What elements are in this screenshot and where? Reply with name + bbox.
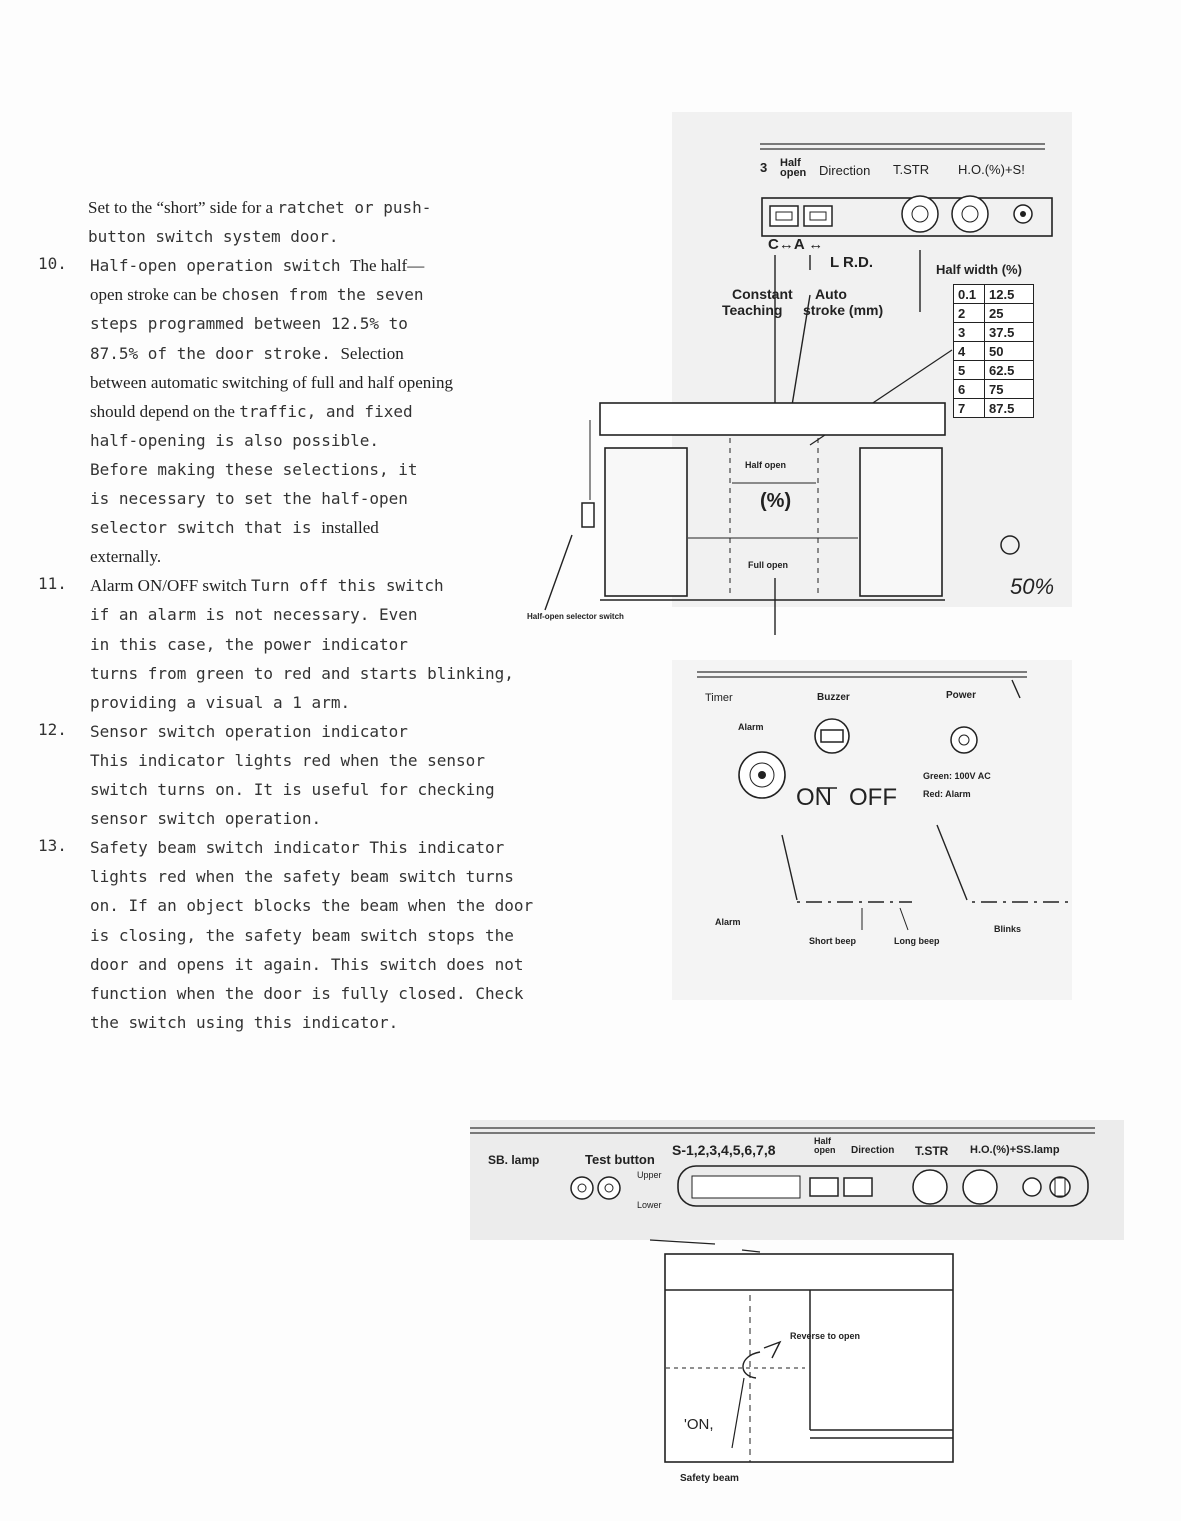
half-width-table xyxy=(953,284,1034,418)
fig-top-three: 3 xyxy=(760,160,768,175)
text-line xyxy=(90,979,523,1009)
text-line xyxy=(90,368,453,398)
text-span: if an alarm is not necessary. Even xyxy=(90,605,418,624)
on-label: ON xyxy=(796,784,832,811)
text-span: steps programmed between 12.5% to xyxy=(90,314,408,333)
fig-top-lrd: L R.D. xyxy=(830,254,874,271)
text-line xyxy=(90,339,404,369)
fig-top-auto: Auto xyxy=(815,286,847,302)
text-span: Selection xyxy=(340,344,404,363)
item-number: 11. xyxy=(38,574,67,593)
table-row xyxy=(954,399,1034,418)
text-span: between automatic switching of full and half opening xyxy=(90,373,454,392)
text-span: switch turns on. It is useful for checking xyxy=(90,780,495,799)
text-line xyxy=(90,426,379,456)
table-row xyxy=(954,361,1034,380)
half-width-value-cell: 25 xyxy=(985,304,1034,323)
text-line xyxy=(90,600,418,630)
text-span: on. If an object blocks the beam when the door xyxy=(90,896,534,915)
text-line xyxy=(90,484,408,514)
text-line xyxy=(90,891,533,921)
half-open-label: Half open xyxy=(745,460,787,470)
full-open-label: Full open xyxy=(748,560,788,570)
half-width-value-cell: 37.5 xyxy=(985,323,1034,342)
text-line xyxy=(90,804,321,834)
green-label: Green: 100V AC xyxy=(923,771,991,781)
fig-top-ho: H.O.(%)+S! xyxy=(958,162,1025,177)
text-line xyxy=(88,193,431,223)
text-span: traffic, and fixed xyxy=(239,402,413,421)
switch-position-cell: 3 xyxy=(954,323,985,342)
safety-beam-label: Safety beam xyxy=(680,1473,739,1484)
fig-top-direction: Direction xyxy=(819,163,871,178)
fig-top-half-open: Half open xyxy=(780,157,807,179)
switch-position-cell: 5 xyxy=(954,361,985,380)
text-line xyxy=(90,571,444,601)
fig-bottom-direction: Direction xyxy=(851,1145,895,1156)
switch-position-cell: 2 xyxy=(954,304,985,323)
text-line xyxy=(90,309,408,339)
switch-position-cell: 4 xyxy=(954,342,985,361)
text-line xyxy=(90,862,514,892)
text-span: Alarm ON/OFF switch xyxy=(90,576,252,595)
half-width-value-cell: 75 xyxy=(985,380,1034,399)
text-span: Turn off this switch xyxy=(251,576,444,595)
item-number: 10. xyxy=(38,254,67,273)
fig-top-arrows-label: C↔A ↔ xyxy=(768,236,824,253)
fig-bottom-half-open: Half open xyxy=(814,1136,836,1155)
red-label: Red: Alarm xyxy=(923,789,971,799)
text-span: Half-open operation switch xyxy=(90,256,351,275)
text-span: Set to the “short” side for a xyxy=(88,198,278,217)
sb-lamp-label: SB. lamp xyxy=(488,1153,540,1167)
fig-bottom-ho: H.O.(%)+SS.lamp xyxy=(970,1144,1060,1156)
text-line xyxy=(90,251,424,281)
text-span: is closing, the safety beam switch stops the xyxy=(90,926,514,945)
text-line xyxy=(88,222,338,252)
buzzer-label: Buzzer xyxy=(817,692,850,703)
text-line xyxy=(90,455,418,485)
text-span: selector switch that is xyxy=(90,518,322,537)
text-span: externally. xyxy=(90,547,162,566)
text-span: The half— xyxy=(350,256,425,275)
text-line xyxy=(90,1008,398,1038)
lower-label: Lower xyxy=(637,1200,662,1210)
switch-position-cell: 0.1 xyxy=(954,285,985,304)
switch-position-cell: 6 xyxy=(954,380,985,399)
power-label: Power xyxy=(946,690,977,701)
alarm-top-label: Alarm xyxy=(738,722,764,732)
half-width-value-cell: 50 xyxy=(985,342,1034,361)
dial-value-label: 50% xyxy=(1010,574,1055,599)
text-span: is necessary to set the half-open xyxy=(90,489,408,508)
on-marker-label: 'ON, xyxy=(684,1416,714,1433)
text-span: sensor switch operation. xyxy=(90,809,322,828)
text-line xyxy=(90,542,161,572)
alarm-diagram xyxy=(672,660,1072,1000)
half-width-value-cell: 87.5 xyxy=(985,399,1034,418)
fig-top-tstr: T.STR xyxy=(893,162,930,177)
text-span: should depend on the xyxy=(90,402,240,421)
half-width-value-cell: 12.5 xyxy=(985,285,1034,304)
text-line xyxy=(90,659,514,689)
item-number: 13. xyxy=(38,836,67,855)
text-line xyxy=(90,513,379,543)
text-span: open stroke can be xyxy=(90,285,222,304)
long-beep-label: Long beep xyxy=(894,936,940,946)
table-row xyxy=(954,342,1034,361)
table-row xyxy=(954,304,1034,323)
dip-switch-label: S-1,2,3,4,5,6,7,8 xyxy=(672,1142,776,1158)
upper-label: Upper xyxy=(637,1170,662,1180)
fig-top-teaching: Teaching xyxy=(722,302,783,318)
text-line xyxy=(90,775,495,805)
text-line xyxy=(90,280,424,310)
text-span: providing a visual a 1 arm. xyxy=(90,693,351,712)
text-span: lights red when the safety beam switch turns xyxy=(90,867,514,886)
fig-bottom-tstr: T.STR xyxy=(915,1144,949,1158)
text-line xyxy=(90,717,408,747)
text-span: Before making these selections, it xyxy=(90,460,418,479)
switch-panel-diagram xyxy=(470,1120,1124,1515)
text-span: turns from green to red and starts blinking, xyxy=(90,664,514,683)
alarm-bottom-label: Alarm xyxy=(715,917,741,927)
text-span: chosen from the seven xyxy=(221,285,424,304)
half-width-title: Half width (%) xyxy=(936,262,1022,277)
fig-top-constant: Constant xyxy=(732,286,793,302)
switch-position-cell: 7 xyxy=(954,399,985,418)
table-row xyxy=(954,323,1034,342)
table-row xyxy=(954,285,1034,304)
test-button-label: Test button xyxy=(585,1152,655,1167)
blinks-label: Blinks xyxy=(994,924,1022,934)
reverse-to-open-label: Reverse to open xyxy=(790,1331,861,1341)
text-span: Sensor switch operation indicator xyxy=(90,722,408,741)
text-line xyxy=(90,746,485,776)
text-line xyxy=(90,950,523,980)
text-span: function when the door is fully closed. Check xyxy=(90,984,524,1003)
text-span: half-opening is also possible. xyxy=(90,431,379,450)
short-beep-label: Short beep xyxy=(809,936,857,946)
table-row xyxy=(954,380,1034,399)
text-line xyxy=(90,921,514,951)
item-number: 12. xyxy=(38,720,67,739)
text-span: ratchet or push- xyxy=(277,198,432,217)
text-span: This indicator lights red when the sensor xyxy=(90,751,485,770)
text-line xyxy=(90,688,350,718)
fig-top-stroke: stroke (mm) xyxy=(803,302,884,318)
selector-switch-label: Half-open selector switch xyxy=(527,612,624,621)
percent-label: (%) xyxy=(760,490,792,512)
text-span: 87.5% of the door stroke. xyxy=(90,344,341,363)
text-span: the switch using this indicator. xyxy=(90,1013,399,1032)
text-span: button switch system door. xyxy=(88,227,339,246)
text-span: installed xyxy=(321,518,379,537)
timer-label: Timer xyxy=(705,692,733,704)
text-span: Safety beam switch indicator This indicator xyxy=(90,838,505,857)
text-span: door and opens it again. This switch does not xyxy=(90,955,524,974)
text-span: in this case, the power indicator xyxy=(90,635,408,654)
text-line xyxy=(90,397,413,427)
text-line xyxy=(90,630,408,660)
half-width-value-cell: 62.5 xyxy=(985,361,1034,380)
text-line xyxy=(90,833,504,863)
off-label: OFF xyxy=(849,784,897,811)
